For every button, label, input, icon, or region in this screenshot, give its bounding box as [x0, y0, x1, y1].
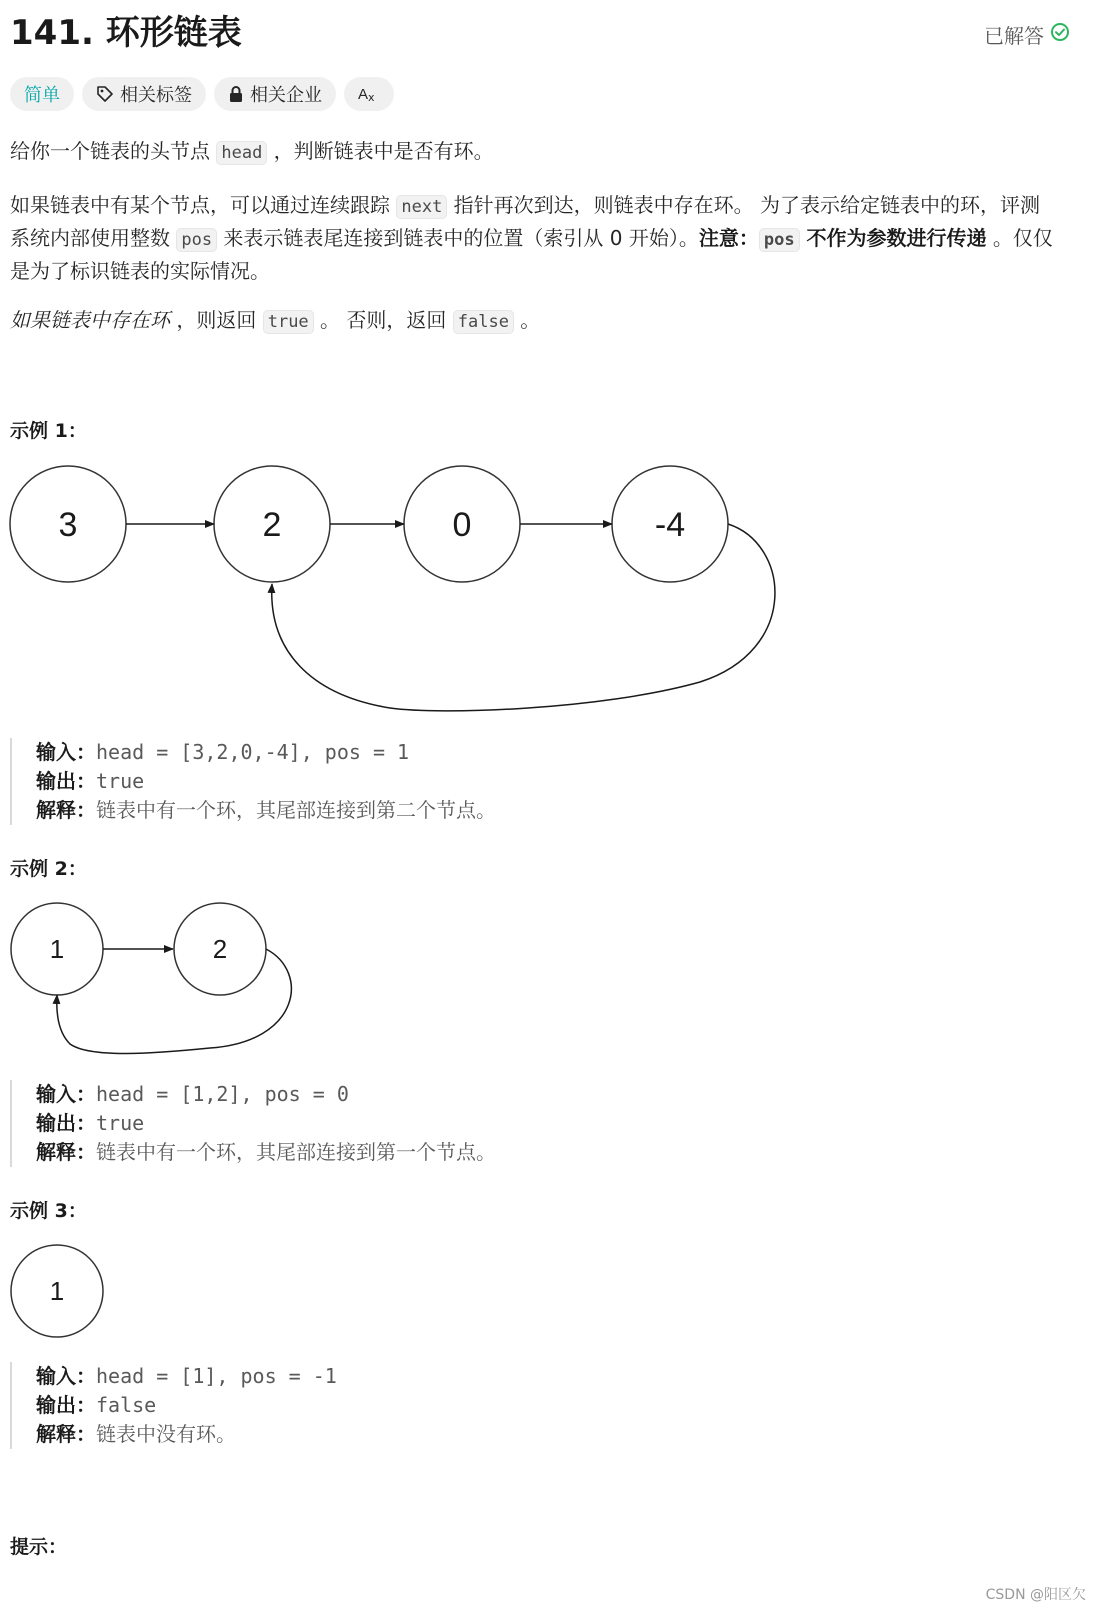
- output-label: 输出：: [36, 1111, 96, 1135]
- difficulty-label: 简单: [24, 85, 60, 106]
- inline-code: next: [396, 195, 447, 219]
- node-0: [10, 466, 126, 582]
- text: ，则返回: [170, 308, 263, 332]
- translate-button[interactable]: [344, 77, 394, 111]
- title-row: [10, 10, 1070, 58]
- node-value: 2: [212, 934, 228, 964]
- text: 。仅仅是为了标识链表的实际情况。: [10, 226, 1053, 283]
- node-1: [214, 466, 330, 582]
- output-label: 输出：: [36, 769, 96, 793]
- description-paragraph-2: [10, 190, 1058, 287]
- text: 给你一个链表的头节点: [10, 139, 217, 163]
- explain-value: 链表中有一个环，其尾部连接到第一个节点。: [96, 1140, 496, 1164]
- output-value: true: [96, 1111, 145, 1135]
- hints-title: 提示：: [10, 1536, 68, 1558]
- example-2-block: [10, 1080, 770, 1167]
- node-value: 1: [49, 1276, 65, 1306]
- description-paragraph-1: [10, 136, 1058, 169]
- check-circle-icon: [1050, 22, 1070, 47]
- example-2-diagram: [10, 902, 310, 1062]
- example-2-title: 示例 2：: [10, 858, 87, 880]
- node-1: [174, 903, 266, 995]
- problem-title: 141. 环形链表: [10, 13, 242, 53]
- example-3-block: [10, 1362, 770, 1449]
- input-label: 输入：: [36, 1364, 96, 1388]
- text: 。: [513, 308, 541, 332]
- inline-code: false: [453, 310, 514, 334]
- explain-label: 解释：: [36, 1140, 96, 1164]
- input-label: 输入：: [36, 1082, 96, 1106]
- related-topics-button[interactable]: [82, 77, 206, 111]
- inline-code: pos: [176, 228, 217, 252]
- example-3-diagram: [10, 1244, 110, 1344]
- related-topics-label: 相关标签: [120, 85, 192, 106]
- output-label: 输出：: [36, 1393, 96, 1417]
- inline-code: pos: [759, 228, 800, 252]
- node-value: 0: [452, 506, 472, 544]
- output-value: false: [96, 1393, 157, 1417]
- text: 来表示链表尾连接到链表中的位置（索引从 0 开始）。: [217, 226, 699, 250]
- tag-icon: [96, 85, 114, 103]
- input-label: 输入：: [36, 740, 96, 764]
- description-paragraph-3: [10, 305, 1058, 338]
- example-1-title: 示例 1：: [10, 420, 87, 442]
- problem-page: [10, 0, 1088, 1612]
- text: ，判断链表中是否有环。: [267, 139, 494, 163]
- input-value: head = [1,2], pos = 0: [96, 1082, 349, 1106]
- svg-text:A: A: [358, 86, 369, 103]
- explain-value: 链表中有一个环，其尾部连接到第二个节点。: [96, 798, 496, 822]
- node-value: 2: [262, 506, 282, 544]
- explain-label: 解释：: [36, 798, 96, 822]
- text: 指针再次到达，则链表中存在环。 为了表示给定链表中的环，评测系统内部使用整数: [10, 193, 1041, 250]
- lock-icon: [228, 85, 244, 103]
- node-2: [404, 466, 520, 582]
- node-0: [11, 903, 103, 995]
- input-value: head = [1], pos = -1: [96, 1364, 337, 1388]
- output-value: true: [96, 769, 145, 793]
- solved-status: [984, 22, 1070, 46]
- node-value: 3: [58, 506, 78, 544]
- related-companies-button[interactable]: [214, 77, 336, 111]
- tag-bar: [10, 77, 394, 111]
- note-label: 注意：: [698, 226, 759, 250]
- explain-value: 链表中没有环。: [96, 1422, 236, 1446]
- translate-icon: [358, 84, 380, 104]
- example-3-title: 示例 3：: [10, 1200, 87, 1222]
- example-1-block: [10, 738, 770, 825]
- emphasis-text: 如果链表中存在环: [10, 308, 170, 332]
- note-text: 不作为参数进行传递: [799, 226, 987, 250]
- solved-label: 已解答: [984, 23, 1044, 48]
- text: 如果链表中有某个节点，可以通过连续跟踪: [10, 193, 397, 217]
- example-1-diagram: [10, 460, 800, 720]
- svg-text:x: x: [368, 91, 375, 104]
- node-0: [11, 1245, 103, 1337]
- explain-label: 解释：: [36, 1422, 96, 1446]
- inline-code: head: [216, 141, 267, 165]
- input-value: head = [3,2,0,-4], pos = 1: [96, 740, 410, 764]
- node-value: -4: [654, 506, 686, 544]
- text: 。 否则，返回: [313, 308, 453, 332]
- node-3: [612, 466, 728, 582]
- node-value: 1: [49, 934, 65, 964]
- watermark: CSDN @阳区欠: [985, 1587, 1086, 1603]
- difficulty-tag[interactable]: [10, 77, 74, 111]
- inline-code: true: [263, 310, 314, 334]
- related-companies-label: 相关企业: [250, 85, 322, 106]
